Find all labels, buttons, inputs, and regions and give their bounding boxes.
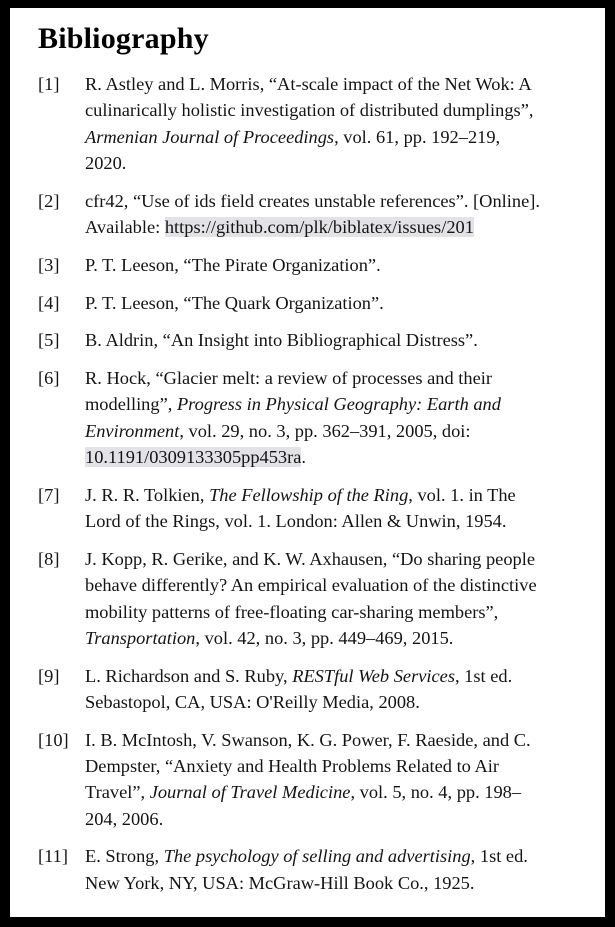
citation-text-segment: , vol. 42, no. 3, pp. 449–469, 2015. (195, 627, 454, 648)
bibliography-entry-2 (38, 188, 546, 241)
bibliography-entry-3 (38, 252, 546, 278)
citation-text-segment: L. Richardson and S. Ruby, (85, 665, 293, 686)
citation-text-segment: R. Astley and L. Morris, “At-scale impact of the Net Wok: A culinarically holistic investigation of distributed dumplings”, (85, 74, 534, 121)
entry-number-label: [1] (38, 74, 60, 94)
entry-number-label: [9] (38, 665, 60, 686)
document-page (10, 8, 605, 917)
bibliography-entry-6 (38, 365, 546, 470)
entry-citation-text (85, 74, 533, 173)
entry-number-label: [4] (38, 292, 60, 313)
reference-link[interactable]: 10.1191/0309133305pp453ra (85, 447, 302, 468)
citation-text-segment: R. Hock, “Glacier melt: a review of processes and their modelling”, (85, 368, 492, 415)
entry-citation-text (85, 666, 512, 712)
citation-text-segment: J. R. R. Tolkien, (85, 484, 210, 505)
entry-citation-text (85, 846, 528, 892)
reference-link[interactable]: https://github.com/plk/biblatex/issues/201 (164, 216, 474, 237)
entry-number-label: [10] (38, 729, 69, 750)
entry-citation-text (85, 330, 478, 350)
entry-citation-text (85, 730, 531, 829)
citation-text-segment: , 1st ed. Sebastopol, CA, USA: O'Reilly Media, 2008. (85, 665, 513, 712)
citation-text-segment: J. Kopp, R. Gerike, and K. W. Axhausen, “Do sharing people behave differently? An empirical evaluation of the distinctive mobility patterns of free-floating car-sharing members”, (85, 548, 537, 622)
citation-text-segment: B. Aldrin, “An Insight into Bibliographical Distress”. (85, 330, 478, 351)
bibliography-entry-11 (38, 843, 546, 896)
bibliography-entry-1 (38, 71, 546, 176)
bibliography-entry-5 (38, 327, 546, 353)
citation-text-segment: P. T. Leeson, “The Pirate Organization”. (85, 254, 381, 275)
entry-number-label: [7] (38, 484, 60, 505)
entry-number-label: [3] (38, 254, 60, 275)
entry-number-label: [11] (38, 846, 68, 867)
work-title-italic: Armenian Journal of Proceedings (85, 126, 335, 147)
work-title-italic: Transportation (85, 627, 196, 648)
work-title-italic: The Fellowship of the Ring (209, 484, 409, 505)
entry-citation-text (85, 549, 537, 648)
citation-text-segment: , vol. 29, no. 3, pp. 362–391, 2005, doi: (179, 420, 471, 441)
citation-text-segment: , 1st ed. New York, NY, USA: McGraw-Hill Book Co., 1925. (85, 846, 528, 893)
entry-number-label: [5] (38, 330, 60, 351)
entry-number-label: [6] (38, 368, 60, 389)
work-title-italic: Journal of Travel Medicine (149, 782, 351, 803)
bibliography-list (38, 71, 589, 896)
citation-text-segment: E. Strong, (85, 846, 164, 867)
bibliography-entry-4 (38, 290, 546, 316)
entry-citation-text (85, 485, 516, 531)
citation-text-segment: , vol. 61, pp. 192–219, 2020. (85, 126, 501, 173)
citation-text-segment: . (301, 447, 307, 468)
entry-citation-text (85, 255, 381, 275)
citation-text-segment: P. T. Leeson, “The Quark Organization”. (85, 292, 384, 313)
page-title: Bibliography (38, 22, 209, 55)
bibliography-entry-7 (38, 482, 546, 535)
work-title-italic: RESTful Web Services (292, 665, 455, 686)
entry-number-label: [2] (38, 190, 60, 211)
entry-citation-text (85, 191, 540, 237)
entry-citation-text (85, 293, 384, 313)
citation-text-segment: , vol. 5, no. 4, pp. 198–204, 2006. (85, 782, 522, 829)
bibliography-entry-9 (38, 663, 546, 716)
citation-text-segment: I. B. McIntosh, V. Swanson, K. G. Power, F. Raeside, and C. Dempster, “Anxiety and Health Problems Related to Air Travel”, (85, 729, 531, 803)
entry-citation-text (85, 368, 501, 467)
citation-text-segment: , vol. 1. in The Lord of the Rings, vol. 1. London: Allen & Unwin, 1954. (85, 484, 516, 532)
work-title-italic: Progress in Physical Geography: Earth and Environment (85, 394, 501, 441)
bibliography-entry-10 (38, 727, 546, 832)
bibliography-entry-8 (38, 546, 546, 651)
citation-text-segment: cfr42, “Use of ids field creates unstable references”. [Online]. Available: (85, 190, 540, 237)
entry-number-label: [8] (38, 548, 60, 569)
work-title-italic: The psychology of selling and advertising (163, 846, 471, 867)
